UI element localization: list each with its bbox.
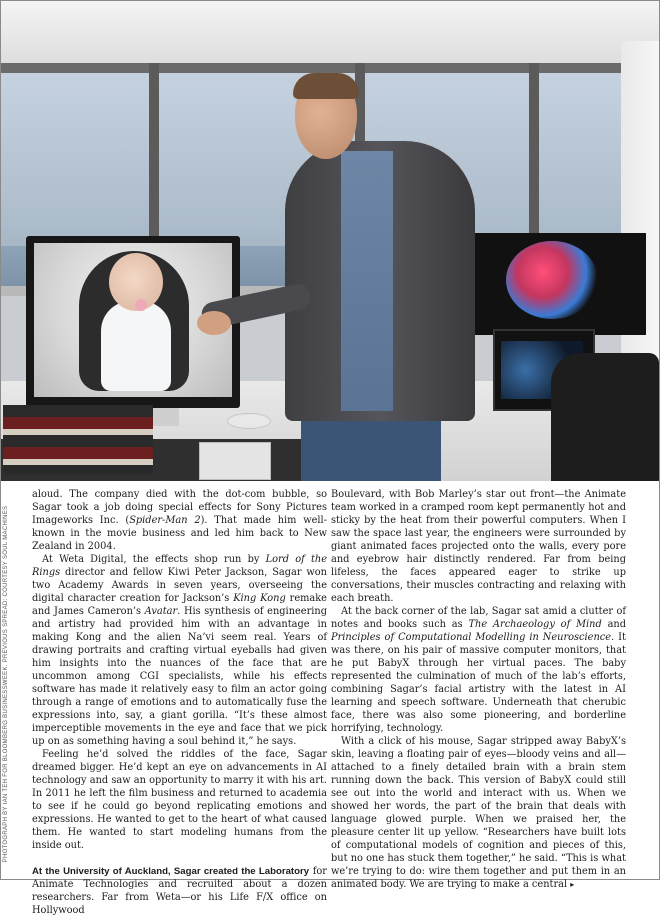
- paragraph: Boulevard, with Bob Marley’s star out front—the Animate team worked in a cramped room kept permanently hot and sticky by the heat from their powerful computers. When I saw the space last year, the engineers were surrounded by giant animated faces projected onto the walls, every pore and eyebrow hair distinctly rendered. Far from being lifeless, the faces appeared eager to strike up conversations, their muscles contracting and relaxing with each breath.: [331, 489, 626, 604]
- photo-credit: PHOTOGRAPH BY IAN TEH FOR BLOOMBERG BUSINESSWEEK. PREVIOUS SPREAD: COURTESY SOUL MACHINES: [3, 505, 9, 863]
- paragraph: [32, 553, 327, 748]
- text-run: and: [601, 619, 626, 630]
- window-rail: [1, 63, 621, 73]
- article-photo: [1, 1, 659, 481]
- text-run: aloud. The company died with the dot-com bubble, so Sagar took a job doing special effects for Sony Pictures Imageworks Inc. (: [32, 489, 327, 526]
- brain-visualization: [506, 241, 598, 319]
- keyboard: [199, 442, 271, 480]
- text-run: . His synthesis of engineering and artistry had provided him with an advantage in making Kong and the alien Na’vi seem real. Years of drawing portraits and crafting virtual eyeballs had given him insights into the nuances of the face that are uncommon among CGI specialists, while his effects software has made it relatively easy to film an actor going through a range of emotions and to automatically fuse the expressions into, say, a giant gorilla. “It’s these almost imperceptible movements in the eye and face that we pick up on as something having a soul behind it,” he says.: [32, 606, 327, 747]
- text-run: At Weta Digital, the effects shop run by: [42, 554, 266, 565]
- italic-title: Lord of the Rings: [32, 554, 327, 578]
- continue-arrow-icon: ▸: [570, 880, 575, 889]
- mouse: [227, 413, 271, 429]
- text-run: . It was there, on his pair of massive computer monitors, that he put BabyX through her virtual paces. The baby represented the culmination of much of the lab’s efforts, combining Sagar’s facial artistry with the latest in AI learning and speech software. Underneath that cherubic face, there was also some pioneering, and borderline horrifying, technology.: [331, 632, 626, 734]
- paragraph: [331, 605, 626, 735]
- text-run: for Animate Technologies and recruited about a dozen researchers. Far from Weta—or his Life F/X office on Hollywood: [32, 866, 327, 916]
- pacifier: [135, 299, 147, 311]
- man-shirt: [341, 151, 393, 411]
- italic-title: Principles of Computational Modelling in Neuroscience: [331, 632, 612, 643]
- text-run: With a click of his mouse, Sagar stripped away BabyX’s skin, leaving a floating pair of eyes—bloody veins and all—attached to a finely detailed brain with a brain stem running down the back. This version of BabyX could still see out into the world and interact with us. When we showed her words, the part of the brain that deals with language glowed purple. When we praised her, the pleasure center lit up yellow. “Researchers have built lots of computational models of cognition and pieces of this, but no one has stuck them together,” he said. “This is what we’re trying to do: wire them together and put them in an animated body. We are trying to make a central: [331, 736, 626, 890]
- paragraph: [331, 735, 626, 891]
- babyx-body: [101, 301, 171, 391]
- italic-title: King Kong: [233, 593, 286, 604]
- italic-title: The Archaeology of Mind: [468, 619, 602, 630]
- article-column-right: [331, 488, 626, 891]
- paragraph: Feeling he’d solved the riddles of the face, Sagar dreamed bigger. He’d kept an eye on advancements in AI technology and saw an opportunity to marry it with his art. In 2011 he left the film business and returned to academia to see if he could go beyond replicating emotions and expressions. He wanted to get to the heart of what caused them. He wanted to start modeling humans from the inside out.: [32, 749, 327, 851]
- text-run: remake and James Cameron’s: [32, 593, 327, 617]
- article-column-left: [32, 488, 327, 917]
- paragraph: [32, 865, 327, 917]
- text-run: ). That made him well-known in the movie business and led him back to New Zealand in 2004.: [32, 515, 327, 552]
- italic-title: Spider-Man 2: [129, 515, 201, 526]
- ceiling: [1, 1, 659, 63]
- text-run: At the back corner of the lab, Sagar sat amid a clutter of notes and books such as: [331, 606, 626, 630]
- section-lead-in: At the University of Auckland, Sagar created the Laboratory: [32, 866, 310, 877]
- book-stack: [3, 405, 153, 475]
- man-hand: [197, 311, 231, 335]
- text-run: director and fellow Kiwi Peter Jackson, Sagar won two Academy Awards in seven years, overseeing the digital character creation for Jackson’s: [32, 567, 327, 604]
- man-hair: [293, 73, 359, 99]
- italic-title: Avatar: [144, 606, 178, 617]
- office-chair: [551, 353, 659, 481]
- paragraph: [32, 488, 327, 553]
